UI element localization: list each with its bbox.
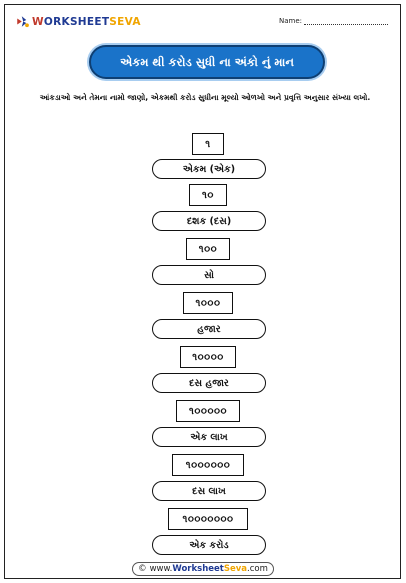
worksheet-page xyxy=(4,4,401,579)
number-box-10000000: ૧૦૦૦૦૦૦૦ xyxy=(168,508,248,530)
number-box-1000: ૧૦૦૦ xyxy=(183,292,233,314)
name-label: Name: xyxy=(278,17,302,25)
instructions-text: આંકડાઓ અને તેમના નામો જાણો, એકમથી કરોડ સુધીના મૂલ્યો ઓળખો અને પ્રવૃત્તિ અનુસાર સંખ્યા લખો. xyxy=(39,93,371,102)
name-pill-ekam: એકમ (એક) xyxy=(152,159,266,179)
website-footer[interactable] xyxy=(132,562,274,576)
number-box-10: ૧૦ xyxy=(189,184,227,206)
copyright-icon: © xyxy=(138,564,147,574)
footer-url-brand1: Worksheet xyxy=(172,564,224,574)
number-box-1: ૧ xyxy=(192,133,224,155)
name-pill-ek-lakh: એક લાખ xyxy=(152,427,266,447)
logo-text-orksheet: ORKSHEET xyxy=(43,15,110,28)
name-pill-das-hajar: દસ હજાર xyxy=(152,373,266,393)
footer-url-brand2: Seva xyxy=(223,564,248,574)
name-pill-ek-karod: એક કરોડ xyxy=(152,535,266,555)
logo-text-seva: SEVA xyxy=(109,15,141,28)
number-box-100000: ૧૦૦૦૦૦ xyxy=(176,400,240,422)
name-pill-so: સો xyxy=(152,265,266,285)
footer-url-prefix: www. xyxy=(149,564,173,574)
name-pill-dashak: દશક (દસ) xyxy=(152,211,266,231)
footer-url-suffix: .com xyxy=(247,564,268,574)
place-value-ladder xyxy=(5,5,400,578)
number-box-10000: ૧૦૦૦૦ xyxy=(180,346,236,368)
name-pill-hajar: હજાર xyxy=(152,319,266,339)
number-box-1000000: ૧૦૦૦૦૦૦ xyxy=(172,454,244,476)
number-box-100: ૧૦૦ xyxy=(186,238,230,260)
name-pill-das-lakh: દસ લાખ xyxy=(152,481,266,501)
title-banner: એકમ થી કરોડ સુધી ના અંકો નું માન xyxy=(89,45,325,79)
logo-text-w: W xyxy=(32,15,44,28)
